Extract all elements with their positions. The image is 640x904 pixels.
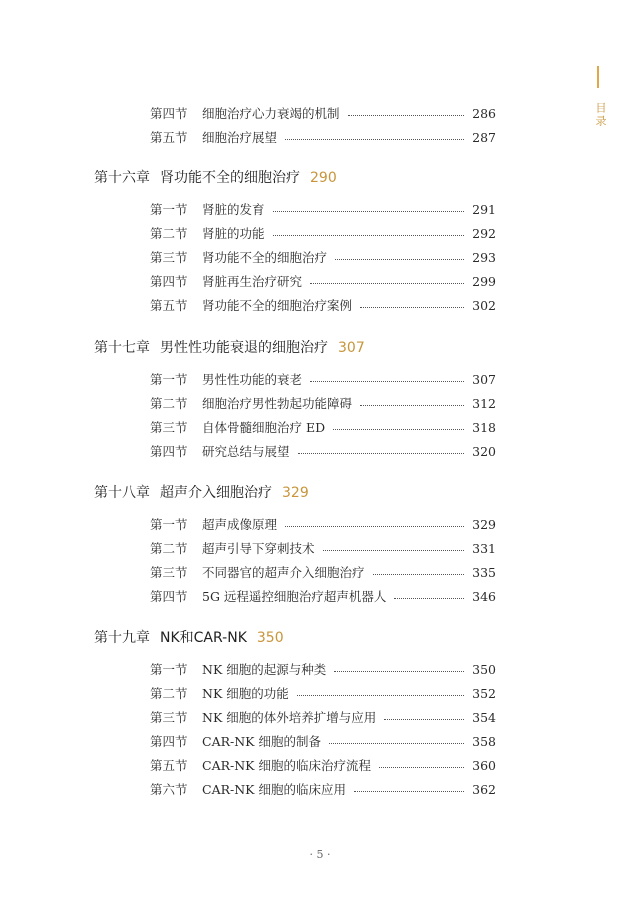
section-number: 第五节	[150, 130, 188, 145]
toc-section-row[interactable]	[150, 295, 496, 315]
dot-leader	[333, 429, 464, 430]
section-title: 超声引导下穿刺技术	[202, 541, 315, 556]
section-number: 第四节	[150, 274, 188, 289]
section-page: 352	[472, 685, 496, 701]
chapter-title: 超声介入细胞治疗	[160, 485, 272, 501]
toc-section-row[interactable]	[150, 271, 496, 291]
section-page: 307	[472, 371, 496, 387]
section-number: 第三节	[150, 565, 188, 580]
section-number: 第五节	[150, 298, 188, 313]
section-page: 286	[472, 105, 496, 121]
section-title: 细胞治疗心力衰竭的机制	[202, 106, 340, 121]
chapter-title: NK和CAR-NK	[160, 630, 247, 646]
section-title: CAR-NK 细胞的临床应用	[202, 782, 346, 797]
section-page: 320	[472, 443, 496, 459]
section-number: 第二节	[150, 226, 188, 241]
dot-leader	[285, 526, 464, 527]
chapter-page: 350	[256, 630, 284, 646]
dot-leader	[394, 598, 464, 599]
section-number: 第三节	[150, 250, 188, 265]
section-title: CAR-NK 细胞的制备	[202, 734, 321, 749]
dot-leader	[360, 405, 464, 406]
chapter-page: 290	[310, 170, 337, 186]
section-page: 362	[472, 781, 496, 797]
page-number: · 5 ·	[309, 848, 331, 861]
section-title: 5G 远程遥控细胞治疗超声机器人	[202, 589, 387, 604]
section-page: 302	[472, 297, 496, 313]
section-number: 第四节	[150, 589, 188, 604]
dot-leader	[334, 671, 464, 672]
toc-section-row[interactable]	[150, 562, 496, 582]
section-page: 335	[472, 564, 496, 580]
section-page: 318	[472, 419, 496, 435]
section-number: 第四节	[150, 734, 188, 749]
chapter-page: 329	[282, 485, 309, 501]
section-number: 第三节	[150, 710, 188, 725]
dot-leader	[297, 695, 464, 696]
section-title: CAR-NK 细胞的临床治疗流程	[202, 758, 371, 773]
dot-leader	[285, 139, 464, 140]
section-number: 第二节	[150, 541, 188, 556]
dot-leader	[360, 307, 464, 308]
toc-section-row[interactable]	[150, 441, 496, 461]
section-number: 第一节	[150, 662, 188, 677]
section-title: 肾脏的功能	[202, 226, 265, 241]
dot-leader	[384, 719, 464, 720]
section-page: 287	[472, 129, 496, 145]
dot-leader	[298, 453, 465, 454]
section-number: 第六节	[150, 782, 188, 797]
toc-chapter-heading[interactable]	[94, 627, 514, 647]
section-title: 肾功能不全的细胞治疗	[202, 250, 328, 265]
toc-chapter-heading[interactable]	[94, 337, 514, 357]
toc-section-row[interactable]	[150, 779, 496, 799]
dot-leader	[310, 381, 464, 382]
chapter-number: 第十九章	[94, 630, 150, 646]
chapter-title: 男性性功能衰退的细胞治疗	[160, 340, 328, 356]
dot-leader	[273, 235, 465, 236]
chapter-number: 第十八章	[94, 485, 150, 501]
dot-leader	[329, 743, 464, 744]
section-number: 第五节	[150, 758, 188, 773]
section-page: 293	[472, 249, 496, 265]
toc-section-row[interactable]	[150, 707, 496, 727]
section-title: 肾脏再生治疗研究	[202, 274, 303, 289]
toc-section-row[interactable]	[150, 755, 496, 775]
toc-section-row[interactable]	[150, 538, 496, 558]
section-title: NK 细胞的起源与种类	[202, 662, 327, 677]
toc-section-row[interactable]	[150, 514, 496, 534]
section-page: 291	[472, 201, 496, 217]
dot-leader	[273, 211, 465, 212]
toc-section-row[interactable]	[150, 127, 496, 147]
section-page: 350	[472, 661, 496, 677]
section-number: 第一节	[150, 202, 188, 217]
section-page: 312	[472, 395, 496, 411]
section-page: 354	[472, 709, 496, 725]
side-accent-bar	[597, 66, 599, 88]
chapter-title: 肾功能不全的细胞治疗	[160, 170, 300, 186]
dot-leader	[310, 283, 464, 284]
section-number: 第一节	[150, 372, 188, 387]
section-title: 男性性功能的衰老	[202, 372, 303, 387]
section-page: 346	[472, 588, 496, 604]
dot-leader	[379, 767, 464, 768]
section-title: 肾功能不全的细胞治疗案例	[202, 298, 353, 313]
dot-leader	[348, 115, 465, 116]
dot-leader	[373, 574, 465, 575]
section-title: NK 细胞的功能	[202, 686, 289, 701]
section-page: 331	[472, 540, 496, 556]
section-title: 细胞治疗展望	[202, 130, 278, 145]
toc-section-row[interactable]	[150, 683, 496, 703]
section-number: 第四节	[150, 444, 188, 459]
section-title: 自体骨髓细胞治疗 ED	[202, 420, 326, 435]
toc-section-row[interactable]	[150, 417, 496, 437]
side-label: 目录	[594, 102, 607, 128]
chapter-number: 第十七章	[94, 340, 150, 356]
dot-leader	[323, 550, 465, 551]
section-page: 299	[472, 273, 496, 289]
toc-section-row[interactable]	[150, 369, 496, 389]
toc-section-row[interactable]	[150, 223, 496, 243]
toc-section-row[interactable]	[150, 103, 496, 123]
dot-leader	[354, 791, 464, 792]
section-number: 第二节	[150, 686, 188, 701]
section-page: 358	[472, 733, 496, 749]
dot-leader	[335, 259, 464, 260]
section-page: 292	[472, 225, 496, 241]
toc-section-row[interactable]	[150, 393, 496, 413]
section-title: 肾脏的发育	[202, 202, 265, 217]
section-page: 360	[472, 757, 496, 773]
chapter-number: 第十六章	[94, 170, 150, 186]
chapter-page: 307	[338, 340, 365, 356]
section-title: 细胞治疗男性勃起功能障碍	[202, 396, 353, 411]
toc-section-row[interactable]	[150, 586, 496, 606]
section-title: 不同器官的超声介入细胞治疗	[202, 565, 365, 580]
section-title: 研究总结与展望	[202, 444, 290, 459]
section-title: NK 细胞的体外培养扩增与应用	[202, 710, 377, 725]
toc-section-row[interactable]	[150, 731, 496, 751]
toc-section-row[interactable]	[150, 659, 496, 679]
section-number: 第一节	[150, 517, 188, 532]
section-number: 第四节	[150, 106, 188, 121]
toc-section-row[interactable]	[150, 199, 496, 219]
section-page: 329	[472, 516, 496, 532]
section-title: 超声成像原理	[202, 517, 278, 532]
toc-chapter-heading[interactable]	[94, 482, 514, 502]
toc-section-row[interactable]	[150, 247, 496, 267]
toc-chapter-heading[interactable]	[94, 167, 514, 187]
section-number: 第二节	[150, 396, 188, 411]
section-number: 第三节	[150, 420, 188, 435]
